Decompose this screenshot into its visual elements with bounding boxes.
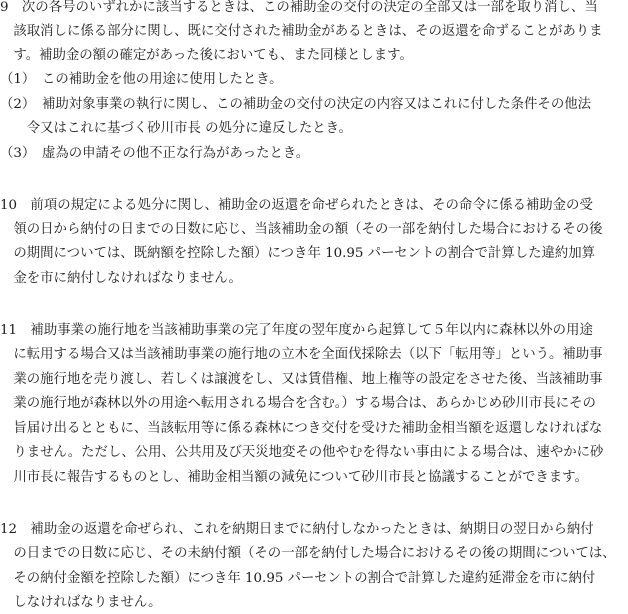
section-9-item-2: （2） 補助対象事業の執行に関し、この補助金の交付の決定の内容又はこれに付した条件その他法 xyxy=(0,97,592,112)
section-11-line-7: 川市長に報告するものとし、補助金相当額の減免について砂川市長と協議することができます。 xyxy=(0,470,588,485)
section-11-line-1: 11 補助事業の施行地を当該補助事業の完了年度の翌年度から起算して５年以内に森林以外の用途 xyxy=(0,323,593,338)
section-11-line-5: 旨届け出るとともに、当該転用等に係る森林につき交付を受けた補助金相当額を返還しなければな xyxy=(0,421,603,436)
section-9-line-2: 該取消しに係る部分に関し、既に交付された補助金があるときは、その返還を命ずることがありま xyxy=(0,24,603,39)
section-9-item-2-cont: 令又はこれに基づく砂川市長 の処分に違反したとき。 xyxy=(0,121,352,136)
section-11-line-3: 業の施行地を売り渡し、若しくは譲渡をし、又は賃借権、地上権等の設定をさせた後、当該補助事 xyxy=(0,372,603,387)
section-9-line-3: す。補助金の額の確定があった後においても、また同様とします。 xyxy=(0,48,413,63)
section-11-line-4: 業の施行地が森林以外の用途へ転用される場合を含む。）する場合は、あらかじめ砂川市長にその xyxy=(0,396,596,411)
section-12-line-4: しなければなりません。 xyxy=(0,595,162,610)
section-9-item-1: （1） この補助金を他の用途に使用したとき。 xyxy=(0,72,283,87)
section-11-line-2: に転用する場合又は当該補助事業の施行地の立木を全面伐採除去（以下「転用等」という。補助事 xyxy=(0,347,603,362)
section-10-line-4: 金を市に納付しなければなりません。 xyxy=(0,271,242,286)
section-12-line-2: の日までの日数に応じ、その未納付額（その一部を納付した場合におけるその後の期間については、 xyxy=(0,546,616,561)
section-10-line-3: の期間については、既納額を控除した額）につき年 10.95 パーセントの割合で計算した違約加算 xyxy=(0,246,596,261)
section-11-line-6: りません。ただし、公用、公共用及び天災地変その他やむを得ない事由による場合は、速やかに砂 xyxy=(0,445,604,460)
section-9-item-3: （3） 虚為の申請その他不正な行為があったとき。 xyxy=(0,146,310,161)
section-12-line-3: その納付金額を控除した額）につき年 10.95 パーセントの割合で計算した違約延滞金を市に納付 xyxy=(0,571,596,586)
section-12-line-1: 12 補助金の返還を命ぜられ、これを納期日までに納付しなかったときは、納期日の翌日から納付 xyxy=(0,522,594,537)
section-10-line-2: 領の日から納付の日までの日数に応じ、当該補助金の額（その一部を納付した場合におけるその後 xyxy=(0,222,603,237)
section-10-line-1: 10 前項の規定による処分に関し、補助金の返還を命ぜられたときは、その命令に係る補助金の受 xyxy=(0,198,593,213)
section-9-line-1: 9 次の各号のいずれかに該当するときは、この補助金の交付の決定の全部又は一部を取り消し、当 xyxy=(0,0,598,15)
